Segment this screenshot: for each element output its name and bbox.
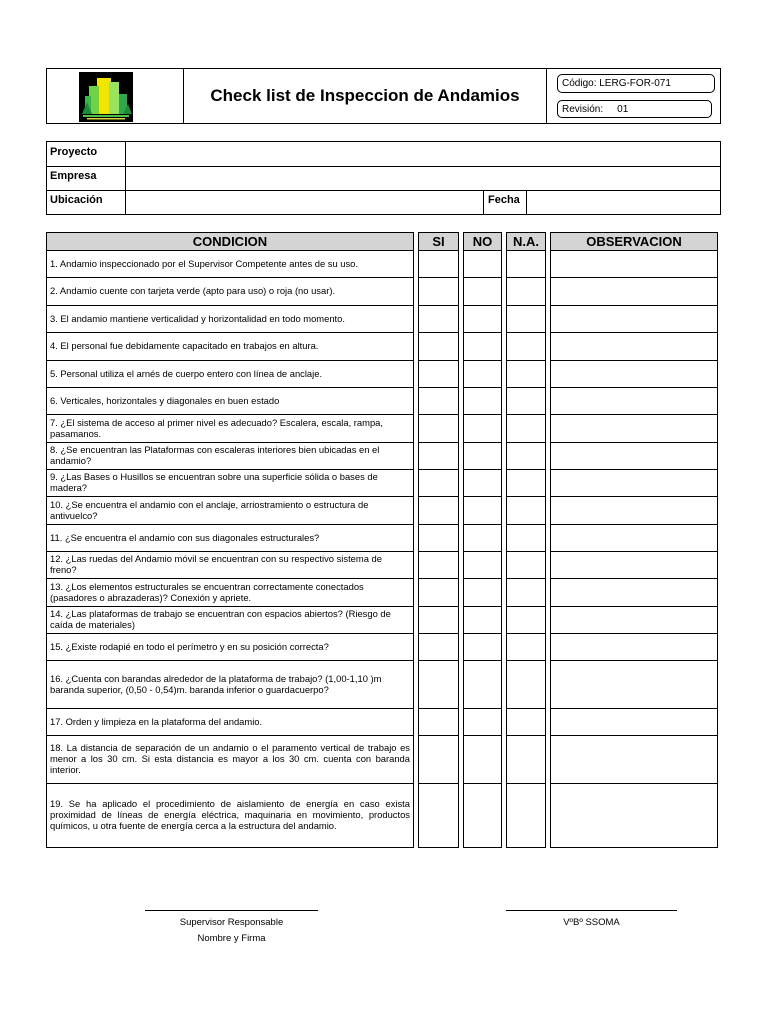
observation-cell[interactable]	[550, 661, 718, 709]
no-checkbox-cell[interactable]	[463, 388, 502, 415]
no-checkbox-cell[interactable]	[463, 497, 502, 525]
date-label: Fecha	[488, 194, 520, 206]
yes-checkbox-cell[interactable]	[418, 607, 459, 634]
condition-text: 2. Andamio cuente con tarjeta verde (apto para uso) o roja (no usar).	[50, 285, 336, 297]
na-checkbox-cell[interactable]	[506, 278, 546, 306]
project-label: Proyecto	[50, 146, 98, 158]
no-checkbox-cell[interactable]	[463, 251, 502, 278]
na-checkbox-cell[interactable]	[506, 415, 546, 443]
condition-text: 10. ¿Se encuentra el andamio con el anclaje, arriostramiento o estructura de antivuelco?	[50, 498, 369, 521]
condition-text: 5. Personal utiliza el arnés de cuerpo entero con línea de anclaje.	[50, 367, 323, 379]
no-checkbox-cell[interactable]	[463, 333, 502, 361]
no-checkbox-cell[interactable]	[463, 661, 502, 709]
condition-cell	[46, 278, 414, 306]
condition-text: 17. Orden y limpieza en la plataforma del andamio.	[50, 715, 263, 727]
yes-checkbox-cell[interactable]	[418, 333, 459, 361]
no-checkbox-cell[interactable]	[463, 443, 502, 470]
observation-cell[interactable]	[550, 415, 718, 443]
condition-text: 6. Verticales, horizontales y diagonales en buen estado	[50, 394, 280, 406]
no-checkbox-cell[interactable]	[463, 784, 502, 848]
observation-cell[interactable]	[550, 497, 718, 525]
document-code-box	[557, 74, 715, 93]
company-row	[47, 166, 720, 191]
na-checkbox-cell[interactable]	[506, 443, 546, 470]
observation-cell[interactable]	[550, 388, 718, 415]
condition-text: 15. ¿Existe rodapié en todo el perímetro y en su posición correcta?	[50, 640, 329, 652]
yes-header: SI	[418, 232, 459, 251]
yes-checkbox-cell[interactable]	[418, 525, 459, 552]
condition-cell	[46, 333, 414, 361]
condition-text: 9. ¿Las Bases o Husillos se encuentran sobre una superficie sólida o bases de madera?	[50, 471, 378, 493]
condition-text: 18. La distancia de separación de un andamio o el paramento vertical de trabajo es menor a los 30 cm. Si esta distancia es mayor a los 30 cm. cuenta con baranda interior.	[50, 742, 410, 775]
no-checkbox-cell[interactable]	[463, 709, 502, 736]
yes-checkbox-cell[interactable]	[418, 552, 459, 579]
na-checkbox-cell[interactable]	[506, 251, 546, 278]
condition-header: CONDICION	[46, 232, 414, 251]
no-checkbox-cell[interactable]	[463, 579, 502, 607]
company-label: Empresa	[50, 170, 97, 182]
condition-text: 3. El andamio mantiene verticalidad y horizontalidad en todo momento.	[50, 312, 345, 324]
observation-cell[interactable]	[550, 525, 718, 552]
supervisor-signature-line	[145, 910, 318, 911]
yes-checkbox-cell[interactable]	[418, 361, 459, 388]
condition-text: 1. Andamio inspeccionado por el Supervisor Competente antes de su uso.	[50, 257, 359, 269]
observation-cell[interactable]	[550, 443, 718, 470]
observation-cell[interactable]	[550, 634, 718, 661]
na-checkbox-cell[interactable]	[506, 525, 546, 552]
na-header: N.A.	[506, 232, 546, 251]
condition-cell	[46, 579, 414, 607]
condition-text: 8. ¿Se encuentran las Plataformas con escaleras interiores bien ubicadas en el andamio?	[50, 444, 380, 466]
condition-text: 14. ¿Las plataformas de trabajo se encuentran con espacios abiertos? (Riesgo de caída de materiales)	[50, 608, 391, 630]
yes-checkbox-cell[interactable]	[418, 388, 459, 415]
no-checkbox-cell[interactable]	[463, 525, 502, 552]
company-logo	[79, 72, 133, 122]
revision-box	[557, 100, 712, 118]
project-info-table	[46, 141, 721, 215]
yes-checkbox-cell[interactable]	[418, 784, 459, 848]
condition-cell	[46, 784, 414, 848]
condition-cell	[46, 361, 414, 388]
yes-checkbox-cell[interactable]	[418, 709, 459, 736]
revision-label: Revisión:	[562, 103, 604, 115]
condition-cell	[46, 661, 414, 709]
condition-cell	[46, 607, 414, 634]
condition-cell	[46, 443, 414, 470]
yes-checkbox-cell[interactable]	[418, 470, 459, 497]
condition-text: 11. ¿Se encuentra el andamio con sus diagonales estructurales?	[50, 531, 320, 543]
observation-cell[interactable]	[550, 784, 718, 848]
observation-cell[interactable]	[550, 607, 718, 634]
supervisor-label: Supervisor Responsable	[179, 917, 284, 928]
observation-cell[interactable]	[550, 579, 718, 607]
code-value: LERG-FOR-071	[599, 78, 671, 89]
na-checkbox-cell[interactable]	[506, 661, 546, 709]
no-checkbox-cell[interactable]	[463, 607, 502, 634]
ssoma-signature-line	[506, 910, 677, 911]
condition-text: 7. ¿El sistema de acceso al primer nivel es adecuado? Escalera, escala, rampa, pasamanos.	[50, 416, 383, 439]
code-label: Código:	[562, 78, 597, 89]
yes-checkbox-cell[interactable]	[418, 278, 459, 306]
condition-cell	[46, 388, 414, 415]
condition-cell	[46, 552, 414, 579]
observation-cell[interactable]	[550, 552, 718, 579]
na-checkbox-cell[interactable]	[506, 736, 546, 784]
yes-checkbox-cell[interactable]	[418, 661, 459, 709]
project-row	[47, 142, 720, 167]
observation-cell[interactable]	[550, 251, 718, 278]
condition-cell	[46, 470, 414, 497]
observation-cell[interactable]	[550, 736, 718, 784]
condition-cell	[46, 497, 414, 525]
no-checkbox-cell[interactable]	[463, 552, 502, 579]
na-checkbox-cell[interactable]	[506, 388, 546, 415]
condition-cell	[46, 251, 414, 278]
observation-cell[interactable]	[550, 278, 718, 306]
na-checkbox-cell[interactable]	[506, 361, 546, 388]
observation-cell[interactable]	[550, 470, 718, 497]
no-checkbox-cell[interactable]	[463, 736, 502, 784]
condition-cell	[46, 525, 414, 552]
condition-cell	[46, 306, 414, 333]
na-checkbox-cell[interactable]	[506, 552, 546, 579]
yes-checkbox-cell[interactable]	[418, 736, 459, 784]
yes-checkbox-cell[interactable]	[418, 443, 459, 470]
supervisor-name-signature-label: Nombre y Firma	[197, 933, 266, 944]
no-checkbox-cell[interactable]	[463, 361, 502, 388]
no-checkbox-cell[interactable]	[463, 278, 502, 306]
na-checkbox-cell[interactable]	[506, 784, 546, 848]
no-checkbox-cell[interactable]	[463, 415, 502, 443]
condition-text: 16. ¿Cuenta con barandas alrededor de la plataforma de trabajo? (1,00-1,10 )m baranda superior, (0,50 - 0,54)m. baranda inferior o guardacuerpo?	[50, 672, 382, 695]
na-checkbox-cell[interactable]	[506, 709, 546, 736]
revision-value: 01	[617, 103, 629, 115]
yes-checkbox-cell[interactable]	[418, 306, 459, 333]
observation-cell[interactable]	[550, 361, 718, 388]
logo-cell	[47, 69, 184, 123]
condition-cell	[46, 736, 414, 784]
na-checkbox-cell[interactable]	[506, 470, 546, 497]
condition-text: 13. ¿Los elementos estructurales se encuentran correctamente conectados (pasadores o abrazaderas)? Conexión y apriete.	[50, 580, 364, 603]
no-checkbox-cell[interactable]	[463, 470, 502, 497]
document-header	[46, 68, 721, 124]
observation-header: OBSERVACION	[550, 232, 718, 251]
location-row	[47, 190, 720, 214]
no-checkbox-cell[interactable]	[463, 306, 502, 333]
na-checkbox-cell[interactable]	[506, 607, 546, 634]
condition-text: 4. El personal fue debidamente capacitado en trabajos en altura.	[50, 340, 319, 352]
yes-checkbox-cell[interactable]	[418, 251, 459, 278]
observation-cell[interactable]	[550, 333, 718, 361]
ssoma-label: VºBº SSOMA	[563, 917, 620, 928]
condition-cell	[46, 709, 414, 736]
na-checkbox-cell[interactable]	[506, 497, 546, 525]
document-title: Check list de Inspeccion de Andamios	[184, 69, 547, 123]
yes-checkbox-cell[interactable]	[418, 415, 459, 443]
na-checkbox-cell[interactable]	[506, 306, 546, 333]
no-header: NO	[463, 232, 502, 251]
condition-cell	[46, 634, 414, 661]
no-checkbox-cell[interactable]	[463, 634, 502, 661]
location-label: Ubicación	[50, 194, 103, 206]
observation-cell[interactable]	[550, 306, 718, 333]
condition-text: 19. Se ha aplicado el procedimiento de aislamiento de energía en caso exista proximidad de líneas de energía eléctrica, maquinaria en movimiento, productos químicos, u otra fuente de energía cerca a la estructura del andamio.	[50, 798, 410, 831]
yes-checkbox-cell[interactable]	[418, 634, 459, 661]
na-checkbox-cell[interactable]	[506, 579, 546, 607]
condition-text: 12. ¿Las ruedas del Andamio móvil se encuentran con su respectivo sistema de freno?	[50, 553, 382, 575]
observation-cell[interactable]	[550, 709, 718, 736]
na-checkbox-cell[interactable]	[506, 333, 546, 361]
na-checkbox-cell[interactable]	[506, 634, 546, 661]
condition-cell	[46, 415, 414, 443]
yes-checkbox-cell[interactable]	[418, 579, 459, 607]
yes-checkbox-cell[interactable]	[418, 497, 459, 525]
